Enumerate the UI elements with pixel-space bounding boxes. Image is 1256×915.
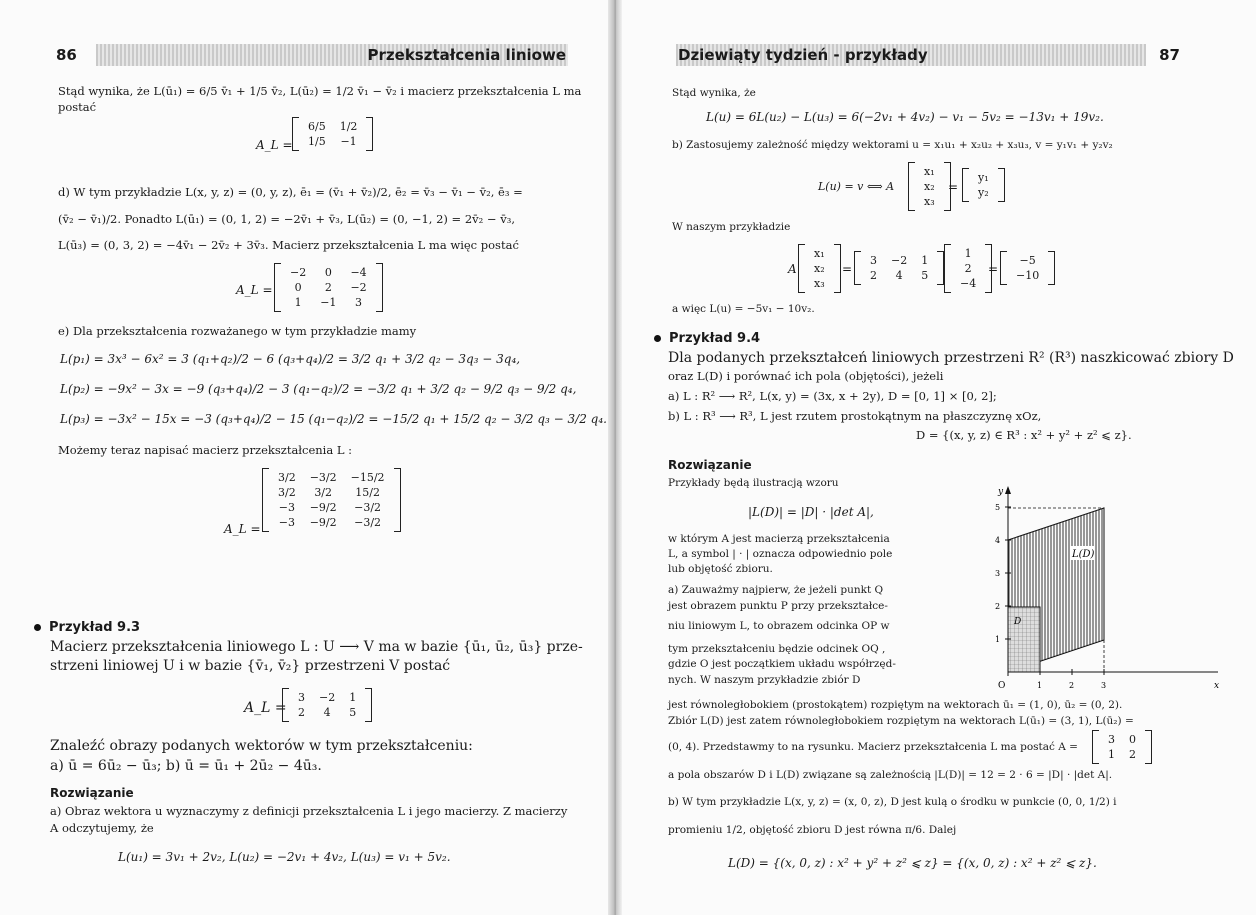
D-label: D: [1014, 617, 1022, 627]
matrix-cell: −5: [1019, 254, 1036, 267]
paragraph-line: nych. W naszym przykładzie zbiór D: [668, 674, 861, 686]
matrix-cell: −2: [350, 281, 367, 294]
matrix-cell: 3: [1108, 733, 1115, 746]
matrix-cell: −10: [1016, 269, 1040, 282]
left-page-number: 86: [56, 46, 77, 64]
matrix-A: [854, 251, 944, 285]
paragraph-line: L, a symbol | · | oznacza odpowiednio pole: [668, 548, 893, 560]
matrix-cell: 0: [1129, 733, 1136, 746]
equation-line: L(u) = 6L(u₂) − L(u₃) = 6(−2v₁ + 4v₂) − v₁ − 5v₂ = −13v₁ + 19v₂.: [706, 110, 1104, 124]
matrix-3: [262, 468, 401, 532]
x-tick-label: 3: [1101, 681, 1107, 690]
matrix-cell: 3: [870, 254, 877, 267]
y-tick-label: 4: [995, 536, 1001, 545]
matrix-label: A_L =: [224, 522, 261, 536]
matrix-cell: −4: [350, 266, 367, 279]
vector-coeffs: [944, 244, 992, 293]
equals-sign: =: [948, 180, 959, 194]
matrix-4: [282, 688, 372, 722]
equals-sign: =: [842, 262, 853, 276]
vector-y: [962, 168, 1005, 202]
matrix-cell: 4: [323, 706, 331, 719]
paragraph-line: postać: [58, 100, 97, 114]
matrix-cell: x₁: [924, 165, 935, 178]
paragraph-line: a więc L(u) = −5v₁ − 10v₂.: [672, 303, 815, 315]
paragraph-line: A odczytujemy, że: [50, 821, 154, 835]
y-tick-label: 2: [995, 602, 1001, 611]
equation-line: L(p₁) = 3x³ − 6x² = 3 (q₁+q₂)/2 − 6 (q₃+q₄)/2 = 3/2 q₁ + 3/2 q₂ − 3q₃ − 3q₄,: [60, 352, 521, 366]
example-9-4-heading: Przykład 9.4: [654, 331, 760, 346]
matrix-cell: 3: [355, 296, 363, 309]
matrix-label: A_L =: [256, 138, 293, 152]
matrix-A-label: A: [788, 262, 797, 276]
paragraph-line: Stąd wynika, że L(ū₁) = 6/5 v̄₁ + 1/5 v̄₂, L(ū₂) = 1/2 v̄₁ − v̄₂ i macierz przekształcenia L ma: [58, 84, 582, 98]
equation-line: L(p₃) = −3x² − 15x = −3 (q₃+q₄)/2 − 15 (q₁−q₂)/2 = −15/2 q₁ + 15/2 q₂ − 3/2 q₃ − 3/2 q₄.: [60, 412, 607, 426]
paragraph-line: Przykłady będą ilustracją wzoru: [668, 477, 839, 489]
paragraph-line: (v̄₂ − v̄₁)/2. Ponadto L(ū₁) = (0, 1, 2) = −2v̄₁ + v̄₃, L(ū₂) = (0, −1, 2) = 2v̄₂ − v̄₃,: [58, 212, 515, 226]
matrix-cell: −3: [278, 501, 295, 514]
matrix-cell: 3/2: [314, 486, 333, 499]
matrix-cell: 2: [1129, 748, 1136, 761]
vector-x2: [798, 244, 841, 293]
matrix-1: [292, 117, 373, 151]
matrix-cell: y₁: [978, 171, 989, 184]
matrix-cell: 1: [964, 247, 972, 260]
paragraph-line: lub objętość zbioru.: [668, 563, 773, 575]
matrix-cell: 4: [895, 269, 903, 282]
x-tick-label: 1: [1037, 681, 1043, 690]
book-gutter: [608, 0, 622, 915]
matrix-cell: −3/2: [354, 516, 382, 529]
paragraph-line: Macierz przekształcenia liniowego L : U ⟶ V ma w bazie {ū₁, ū₂, ū₃} prze-: [50, 639, 583, 655]
matrix-cell: −3/2: [309, 471, 337, 484]
origin-label: O: [998, 681, 1006, 691]
right-page: [622, 0, 1256, 915]
matrix-cell: 1: [349, 691, 357, 704]
paragraph-line: e) Dla przekształcenia rozważanego w tym przykładzie mamy: [58, 324, 417, 338]
paragraph-line: niu liniowym L, to obrazem odcinka OP w: [668, 620, 890, 632]
paragraph-line: b) L : R³ ⟶ R³, L jest rzutem prostokątnym na płaszczyznę xOz,: [668, 409, 1042, 423]
paragraph-line: promieniu 1/2, objętość zbioru D jest równa π/6. Dalej: [668, 824, 957, 836]
matrix-cell: 1/5: [308, 135, 326, 148]
paragraph-line: b) Zastosujemy zależność między wektorami u = x₁u₁ + x₂u₂ + x₃u₃, v = y₁v₁ + y₂v₂: [672, 139, 1113, 151]
matrix-cell: x₂: [814, 262, 825, 275]
matrix-cell: 2: [870, 269, 877, 282]
paragraph-line: L(ū₃) = (0, 3, 2) = −4v̄₁ − 2v̄₂ + 3v̄₃. Macierz przekształcenia L ma więc postać: [58, 238, 519, 252]
matrix-cell: 3/2: [278, 486, 296, 499]
matrix-A-small: [1092, 730, 1152, 764]
left-running-head: [56, 44, 568, 66]
matrix-cell: 5: [921, 269, 929, 282]
equation-line: |L(D)| = |D| · |det A|,: [748, 505, 874, 519]
solution-heading: Rozwiązanie: [668, 458, 752, 472]
matrix-cell: 15/2: [355, 486, 380, 499]
paragraph-line: jest obrazem punktu P przy przekształce-: [668, 600, 888, 612]
paragraph-line: a) Zauważmy najpierw, że jeżeli punkt Q: [668, 584, 884, 596]
matrix-cell: x₃: [814, 277, 825, 290]
paragraph-line: W naszym przykładzie: [672, 221, 791, 233]
equation-line: L(p₂) = −9x² − 3x = −9 (q₃+q₄)/2 − 3 (q₁−q₂)/2 = −3/2 q₁ + 3/2 q₂ − 9/2 q₃ − 9/2 q₄,: [60, 382, 577, 396]
bullet-icon: [34, 624, 41, 631]
vector-result: [1000, 251, 1055, 285]
matrix-cell: 1: [921, 254, 929, 267]
right-running-head: [676, 44, 1180, 66]
paragraph-line: gdzie O jest początkiem układu współrzęd-: [668, 658, 896, 670]
paragraph-line: oraz L(D) i porównać ich pola (objętości), jeżeli: [668, 369, 944, 383]
matrix-cell: −1: [320, 296, 337, 309]
matrix-cell: 0: [294, 281, 302, 294]
paragraph-line: jest równoległobokiem (prostokątem) rozpiętym na wektorach ū₁ = (1, 0), ū₂ = (0, 2).: [668, 699, 1123, 711]
matrix-cell: −3: [278, 516, 295, 529]
y-tick-label: 3: [995, 569, 1001, 578]
equation-line: L(D) = {(x, 0, z) : x² + y² + z² ⩽ z} = {(x, 0, z) : x² + z² ⩽ z}.: [728, 856, 1097, 870]
equals-sign: =: [988, 262, 999, 276]
paragraph-line: a) ū = 6ū₂ − ū₃; b) ū = ū₁ + 2ū₂ − 4ū₃.: [50, 758, 322, 774]
matrix-cell: −2: [290, 266, 307, 279]
matrix-cell: 3: [298, 691, 305, 704]
paragraph-line: a pola obszarów D i L(D) związane są zależnością |L(D)| = 12 = 2 · 6 = |D| · |det A|.: [668, 769, 1113, 781]
matrix-cell: −9/2: [309, 501, 337, 514]
y-axis-label: y: [998, 487, 1004, 497]
matrix-cell: 5: [349, 706, 357, 719]
paragraph-line: strzeni liniowej U i w bazie {v̄₁, v̄₂} przestrzeni V postać: [50, 658, 451, 674]
equation-line: L(u₁) = 3v₁ + 2v₂, L(u₂) = −2v₁ + 4v₂, L(u₃) = v₁ + 5v₂.: [118, 850, 451, 864]
matrix-cell: 0: [324, 266, 332, 279]
matrix-cell: 2: [324, 281, 332, 294]
paragraph-line: Stąd wynika, że: [672, 87, 756, 99]
matrix-cell: −1: [340, 135, 357, 148]
paragraph-line: Możemy teraz napisać macierz przekształcenia L :: [58, 443, 353, 457]
matrix-cell: 1/2: [339, 120, 358, 133]
right-running-title: Dziewiąty tydzień - przykłady: [678, 46, 928, 64]
matrix-cell: −15/2: [350, 471, 385, 484]
matrix-cell: −3/2: [354, 501, 382, 514]
vector-x: [908, 162, 951, 211]
paragraph-line: D = {(x, y, z) ∈ R³ : x² + y² + z² ⩽ z}.: [916, 428, 1132, 442]
matrix-cell: x₃: [924, 195, 935, 208]
matrix-cell: 2: [298, 706, 305, 719]
paragraph-line: Dla podanych przekształceń liniowych przestrzeni R² (R³) naszkicować zbiory D: [668, 350, 1234, 366]
example-9-3-heading: Przykład 9.3: [34, 620, 140, 635]
x-axis-label: x: [1214, 681, 1220, 691]
matrix-cell: x₁: [814, 247, 825, 260]
matrix-cell: 1: [294, 296, 302, 309]
matrix-cell: −9/2: [309, 516, 337, 529]
matrix-cell: 6/5: [308, 120, 326, 133]
bullet-icon: [654, 335, 661, 342]
matrix-cell: x₂: [924, 180, 935, 193]
left-running-title: Przekształcenia liniowe: [367, 46, 566, 64]
paragraph-line: a) L : R² ⟶ R², L(x, y) = (3x, x + 2y), D = [0, 1] × [0, 2];: [668, 389, 997, 403]
paragraph-line: d) W tym przykładzie L(x, y, z) = (0, y, z), ē₁ = (v̄₁ + v̄₂)/2, ē₂ = v̄₃ − v̄₁ − v̄₂, ē₃ =: [58, 185, 523, 199]
matrix-cell: 1: [1108, 748, 1115, 761]
paragraph-line: tym przekształceniu będzie odcinek OQ ,: [668, 643, 886, 655]
left-page: [0, 0, 612, 915]
matrix-2: [274, 263, 383, 312]
y-tick-label: 5: [995, 503, 1001, 512]
matrix-cell: −2: [319, 691, 336, 704]
y-tick-label: 1: [995, 635, 1001, 644]
paragraph-line: Znaleźć obrazy podanych wektorów w tym przekształceniu:: [50, 738, 473, 754]
paragraph-line: w którym A jest macierzą przekształcenia: [668, 533, 890, 545]
solution-heading: Rozwiązanie: [50, 786, 134, 800]
paragraph-line: Zbiór L(D) jest zatem równoległobokiem rozpiętym na wektorach L(ū₁) = (3, 1), L(ū₂) =: [668, 715, 1134, 727]
paragraph-line: a) Obraz wektora u wyznaczymy z definicji przekształcenia L i jego macierzy. Z macierzy: [50, 804, 568, 818]
matrix-cell: −2: [891, 254, 908, 267]
matrix-label: A_L =: [236, 283, 273, 297]
right-page-number: 87: [1159, 46, 1180, 64]
paragraph-line: b) W tym przykładzie L(x, y, z) = (x, 0, z), D jest kulą o środku w punkcie (0, 0, 1/2) i: [668, 796, 1117, 808]
matrix-cell: 3/2: [278, 471, 296, 484]
x-tick-label: 2: [1069, 681, 1075, 690]
matrix-cell: y₂: [978, 186, 989, 199]
matrix-label: A_L =: [244, 700, 287, 716]
LD-label: L(D): [1072, 549, 1095, 560]
paragraph-line: (0, 4). Przedstawmy to na rysunku. Macierz przekształcenia L ma postać A =: [668, 741, 1078, 753]
parallelogram-figure: [978, 484, 1226, 694]
matrix-cell: 2: [964, 262, 972, 275]
matrix-cell: −4: [960, 277, 977, 290]
equation-lhs: L(u) = v ⟺ A: [818, 180, 895, 193]
